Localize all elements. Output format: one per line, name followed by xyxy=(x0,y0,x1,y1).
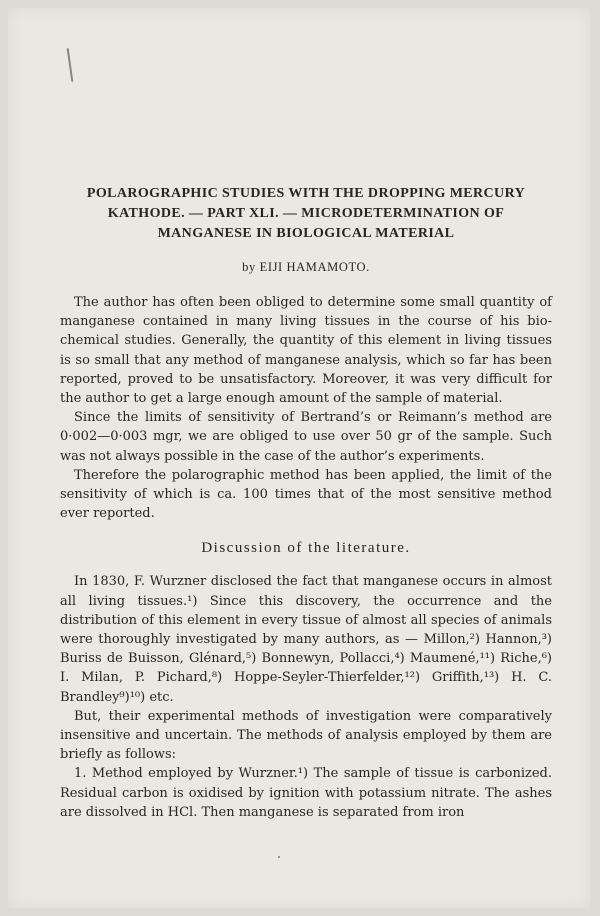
section-heading: Discussion of the literature. xyxy=(201,540,411,557)
title-line-1: POLAROGRAPHIC STUDIES WITH THE DROPPING MERCURY xyxy=(86,186,526,201)
pencil-mark xyxy=(67,48,74,82)
page-speck xyxy=(278,856,280,858)
intro-paragraph-1: The author has often been obliged to determine some small quantity of manganese contained in many living tissues in the course of his bio-chemical studies. Generally, the quantity of this element in living tissues is so small that any method of manganese analysis, which so far has been reported, proved to be unsatisfactory. Moreover, it was very difficult for the author to get a large enough amount of the sample of material. xyxy=(60,295,552,407)
intro-paragraph-2: Since the limits of sensitivity of Bertrand’s or Reimann’s method are 0·002—0·003 mgr, we are obliged to use over 50 gr of the sample. Such was not always possible in the case of the author’s experiments. xyxy=(60,410,552,464)
page-sheet xyxy=(8,8,590,908)
literature-paragraph-3: 1. Method employed by Wurzner.¹) The sample of tissue is carbonized. Residual carbon is oxidised by ignition with potassium nitrate. The ashes are dissolved in HCl. Then manganese is separated from iron xyxy=(60,766,552,820)
literature-paragraph-2: But, their experimental methods of investigation were comparatively insensitive and uncertain. The methods of analysis employed by them are briefly as follows: xyxy=(60,708,552,763)
title-line-3: MANGANESE IN BIOLOGICAL MATERIAL xyxy=(157,226,455,241)
author-byline: by EIJI HAMAMOTO. xyxy=(242,260,370,274)
article xyxy=(60,184,552,822)
article-title xyxy=(60,184,552,244)
intro-paragraph-3: Therefore the polarographic method has been applied, the limit of the sensitivity of which is ca. 100 times that of the most sensitive method ever reported. xyxy=(60,467,552,522)
title-line-2: KATHODE. — PART XLI. — MICRODETERMINATION OF xyxy=(107,206,505,221)
literature-paragraph-1: In 1830, F. Wurzner disclosed the fact that manganese occurs in almost all living tissues.¹) Since this discovery, the occurrence and the distribution of this element in every tissue of almost all species of animals were thoroughly investigated by many authors, as — Millon,²) Hannon,³) Buriss de Buisson, Glénard,⁵) Bonnewyn, Pollacci,⁴) Maumené,¹¹) Riche,⁶) I. Milan, P. Pichard,⁸) Hoppe-Seyler-Thierfelder,¹²) Griffith,¹³) H. C. Brandley⁹)¹⁰) etc. xyxy=(60,574,552,705)
